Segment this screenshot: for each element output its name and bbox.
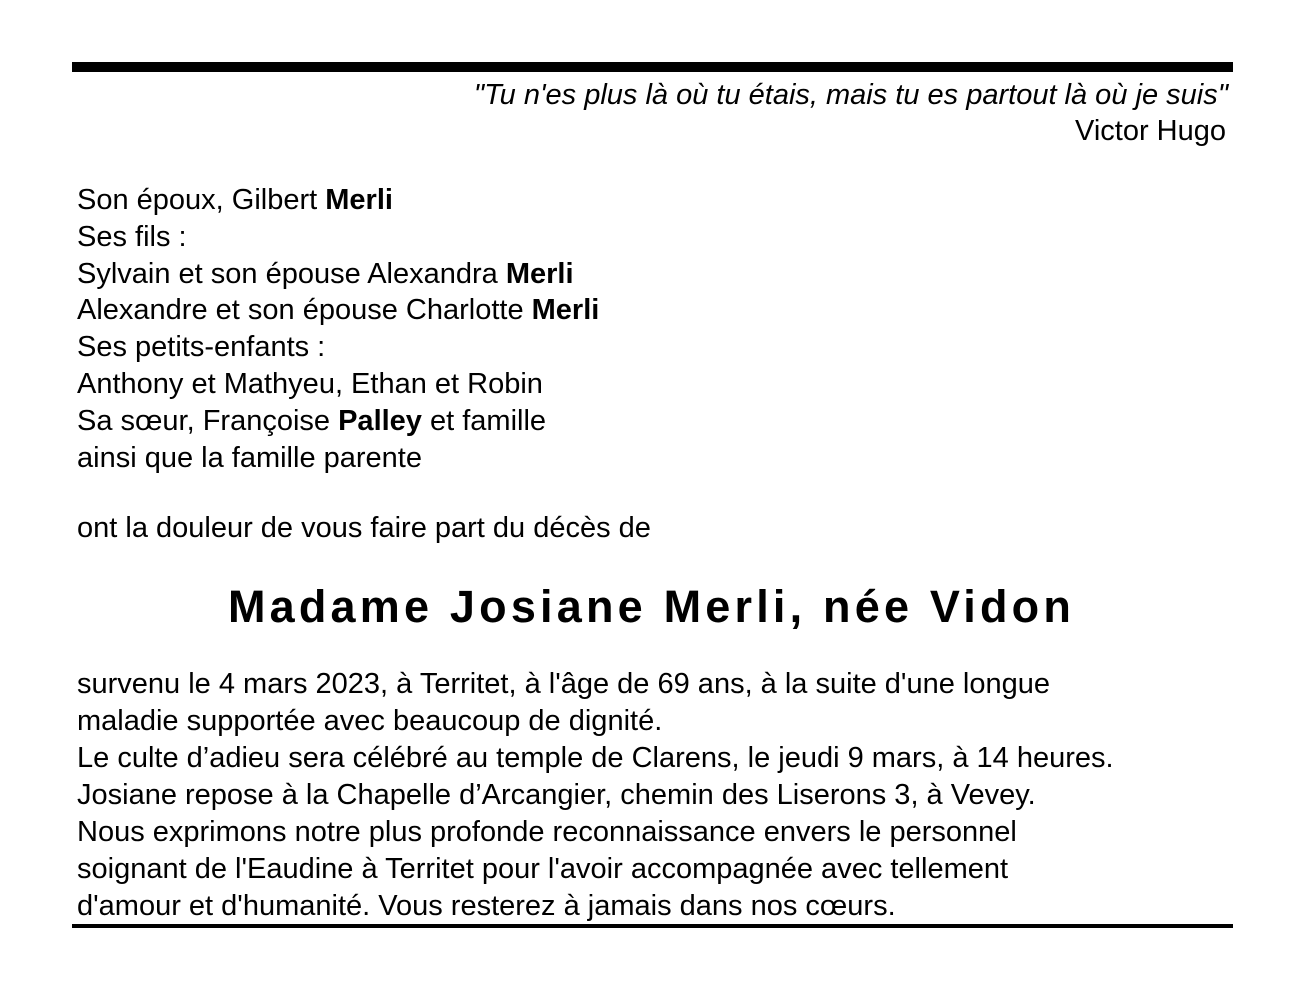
deceased-name: Madame Josiane Merli, née Vidon bbox=[227, 581, 1076, 632]
family-surname: Merli bbox=[325, 184, 393, 216]
family-line-text: Ses petits-enfants : bbox=[77, 331, 326, 364]
bottom-rule bbox=[72, 924, 1233, 928]
announcement-body bbox=[77, 666, 1114, 925]
family-line bbox=[77, 329, 599, 366]
family-line bbox=[77, 366, 599, 403]
body-line: survenu le 4 mars 2023, à Territet, à l'âge de 69 ans, à la suite d'une longue bbox=[77, 668, 1051, 700]
body-line: maladie supportée avec beaucoup de dignité. bbox=[77, 705, 663, 737]
body-line: d'amour et d'humanité. Vous resterez à jamais dans nos cœurs. bbox=[77, 890, 896, 922]
family-line-text: Anthony et Mathyeu, Ethan et Robin bbox=[77, 367, 543, 400]
epigraph-author: Victor Hugo bbox=[1075, 115, 1226, 147]
announcement-intro: ont la douleur de vous faire part du décès de bbox=[77, 512, 651, 544]
family-line-suffix: et famille bbox=[421, 404, 547, 437]
family-line bbox=[77, 292, 599, 329]
body-line: Nous exprimons notre plus profonde reconnaissance envers le personnel bbox=[77, 816, 1017, 848]
body-line: Le culte d’adieu sera célébré au temple de Clarens, le jeudi 9 mars, à 14 heures. bbox=[77, 742, 1114, 774]
body-line: Josiane repose à la Chapelle d’Arcangier, chemin des Liserons 3, à Vevey. bbox=[77, 779, 1036, 811]
family-surname: Merli bbox=[505, 257, 574, 290]
epigraph-quote: "Tu n'es plus là où tu étais, mais tu es partout là où je suis" bbox=[473, 79, 1228, 111]
family-line bbox=[77, 256, 599, 293]
family-line-text: ainsi que la famille parente bbox=[77, 441, 422, 474]
family-surname: Palley bbox=[338, 404, 422, 437]
family-line bbox=[77, 182, 599, 219]
family-line-text: Ses fils : bbox=[77, 220, 187, 253]
top-rule bbox=[72, 62, 1233, 72]
family-line bbox=[77, 219, 599, 256]
family-line bbox=[77, 403, 599, 440]
body-line: soignant de l'Eaudine à Territet pour l'avoir accompagnée avec tellement bbox=[77, 853, 1009, 885]
family-line bbox=[77, 440, 599, 477]
family-line-text: Son époux, Gilbert bbox=[77, 184, 326, 216]
family-list bbox=[77, 182, 599, 476]
family-line-text: Alexandre et son épouse Charlotte bbox=[77, 294, 532, 327]
family-line-text: Sylvain et son épouse Alexandra bbox=[77, 257, 506, 290]
family-line-text: Sa sœur, Françoise bbox=[77, 404, 339, 437]
family-surname: Merli bbox=[531, 294, 600, 327]
